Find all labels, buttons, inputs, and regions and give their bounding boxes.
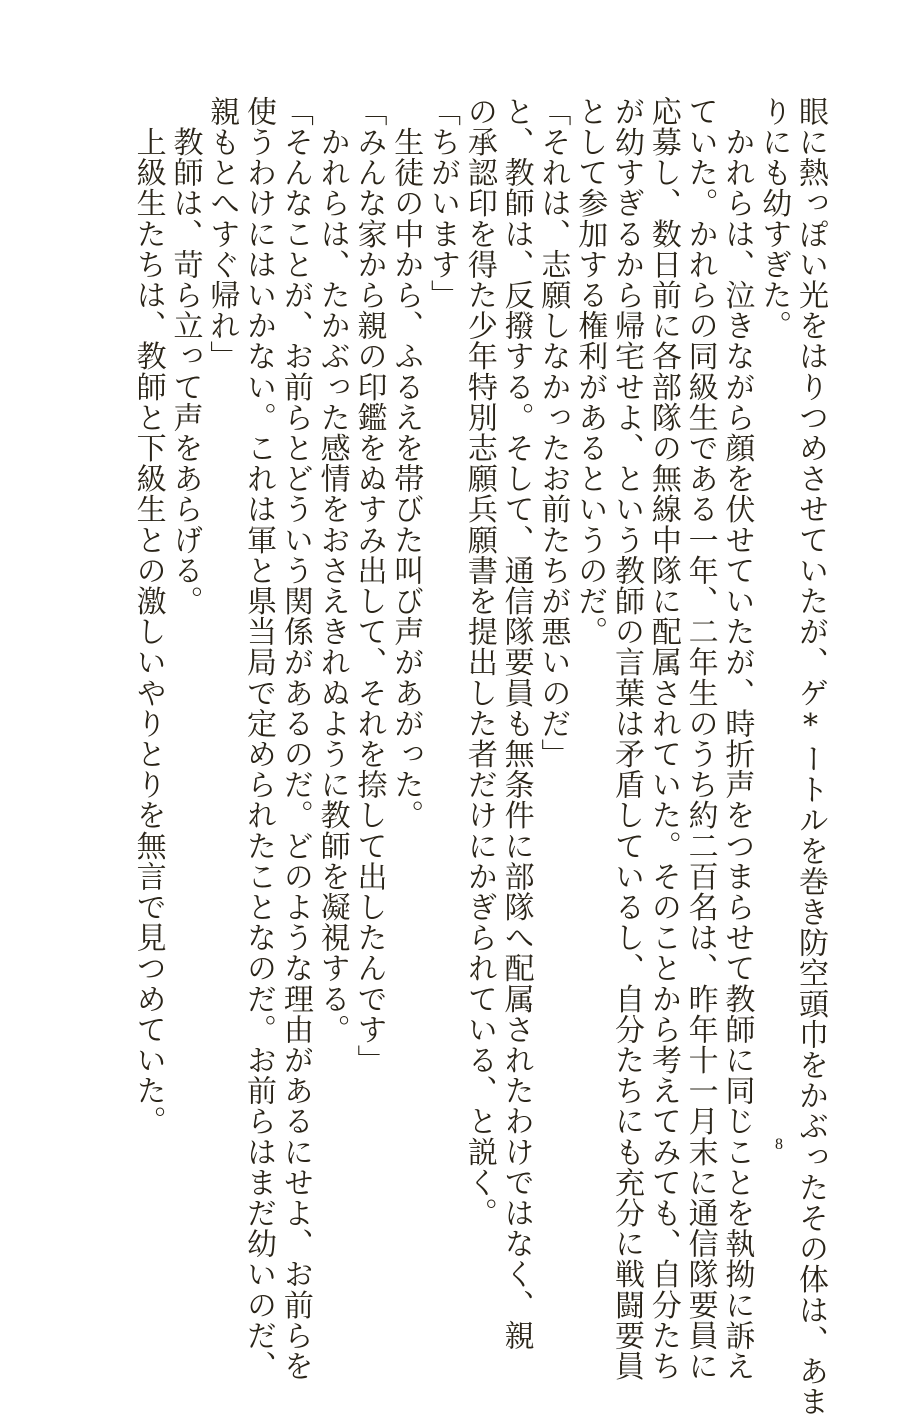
- text-line: 生徒の中から、ふるえを帯びた叫び声があがった。: [388, 96, 424, 831]
- text-line: 「そんなことが、お前らとどういう関係があるのだ。どのような理由があるにせよ、お前らを: [277, 96, 313, 1382]
- text-line: と、教師は、反撥する。そして、通信隊要員も無条件に部隊へ配属されたわけではなく、親: [498, 96, 534, 1351]
- text-line: 教師は、苛ら立って声をあらげる。: [167, 96, 203, 617]
- text-line: 応募し、数日前に各部隊の無線中隊に配属されていた。そのことから考えてみても、自分たち: [645, 96, 681, 1382]
- text-line: 上級生たちは、教師と下級生との激しいやりとりを無言で見つめていた。: [130, 96, 166, 1137]
- text-line: かれらは、たかぶった感情をおさえきれぬように教師を凝視する。: [314, 96, 350, 1045]
- text-line: りにも幼すぎた。: [756, 96, 792, 341]
- text-line: 使うわけにはいかない。これは軍と県当局で定められたことなのだ。お前らはまだ幼いのだ、: [241, 96, 277, 1382]
- text-line: 「それは、志願しなかったお前たちが悪いのだ」: [535, 96, 571, 770]
- text-line: が幼すぎるから帰宅せよ、という教師の言葉は矛盾しているし、自分たちにも充分に戦闘要員: [609, 96, 645, 1382]
- text-line: 「ちがいます」: [425, 96, 461, 311]
- page-number: 8: [775, 1136, 783, 1153]
- text-line: 「みんな家から親の印鑑をぬすみ出して、それを捺して出したんです」: [351, 96, 387, 1076]
- text-line: として参加する権利があるというのだ。: [572, 96, 608, 647]
- text-line: 眼に熱っぽい光をはりつめさせていたが、ゲ*ートルを巻き防空頭巾をかぶったその体は、あま: [793, 96, 828, 1417]
- text-line: かれらは、泣きながら顔を伏せていたが、時折声をつまらせて教師に同じことを執拗に訴え: [719, 96, 755, 1382]
- text-line: ていた。かれらの同級生である一年、二年生のうち約二百名は、昨年十一月末に通信隊要員に: [682, 96, 718, 1382]
- vertical-text-body: [58, 96, 828, 1417]
- text-line: 親もとへすぐ帰れ」: [204, 96, 240, 372]
- text-line: の承認印を得た少年特別志願兵願書を提出した者だけにかぎられている、と説く。: [461, 96, 497, 1229]
